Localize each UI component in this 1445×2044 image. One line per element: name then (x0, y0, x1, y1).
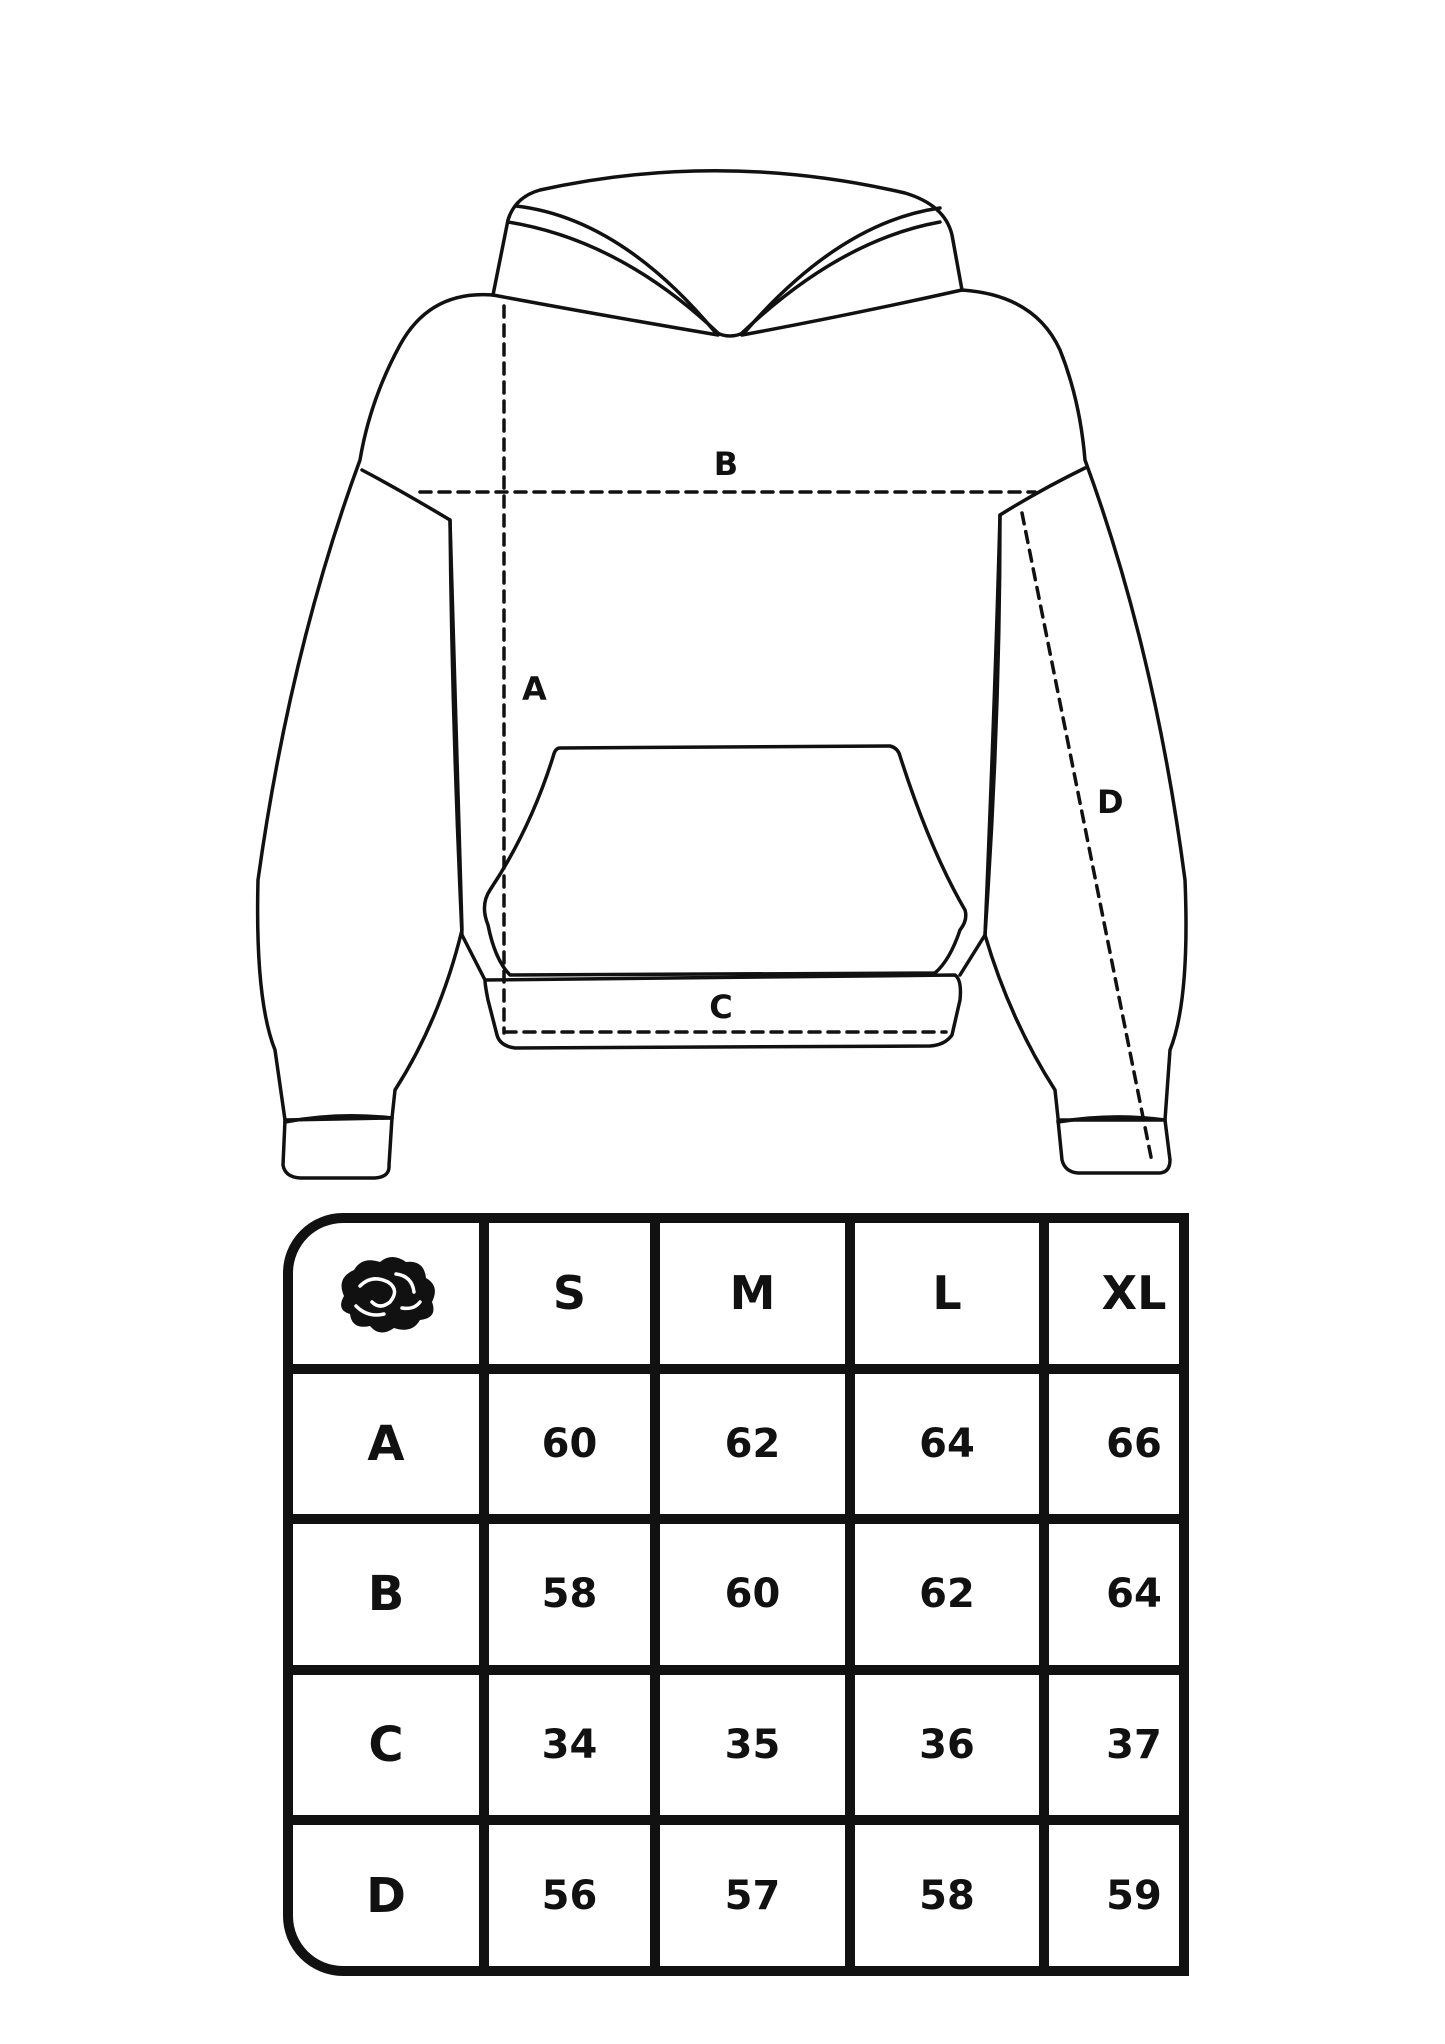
brand-logo-icon (326, 1248, 446, 1338)
table-cell: 58 (855, 1825, 1039, 1966)
column-header-xl: XL (1049, 1223, 1189, 1364)
dimension-label-a: A (522, 670, 547, 708)
row-header-a: A (293, 1374, 479, 1515)
table-corner-logo (293, 1223, 479, 1364)
dimension-label-c: C (709, 988, 733, 1026)
table-cell: 64 (1049, 1524, 1189, 1665)
left-sleeve-outline (258, 295, 493, 1120)
table-cell: 56 (489, 1825, 650, 1966)
column-header-s: S (489, 1223, 650, 1364)
table-cell: 62 (660, 1374, 845, 1515)
table-cell: 66 (1049, 1374, 1189, 1515)
hood-outline (493, 171, 962, 295)
size-chart-table (283, 1213, 1189, 1976)
body-right-side (960, 515, 1000, 975)
table-cell: 35 (660, 1675, 845, 1816)
table-cell: 60 (660, 1524, 845, 1665)
left-cuff (283, 1118, 392, 1178)
table-cell: 37 (1049, 1675, 1189, 1816)
hood-inner-trim (508, 222, 940, 333)
table-cell: 57 (660, 1825, 845, 1966)
kangaroo-pocket (484, 746, 965, 975)
right-cuff (1058, 1120, 1170, 1173)
table-cell: 34 (489, 1675, 650, 1816)
hood-back-edge (493, 290, 962, 335)
table-cell: 59 (1049, 1825, 1189, 1966)
column-header-m: M (660, 1223, 845, 1364)
row-header-d: D (293, 1825, 479, 1966)
row-header-c: C (293, 1675, 479, 1816)
table-cell: 36 (855, 1675, 1039, 1816)
table-cell: 62 (855, 1524, 1039, 1665)
left-sleeve-inner (362, 470, 462, 1118)
dimension-label-b: B (713, 445, 739, 483)
row-header-b: B (293, 1524, 479, 1665)
dimension-label-d: D (1097, 783, 1124, 821)
column-header-l: L (855, 1223, 1039, 1364)
table-cell: 58 (489, 1524, 650, 1665)
table-cell: 60 (489, 1374, 650, 1515)
body-left-side (450, 520, 485, 980)
hood-opening (516, 206, 940, 336)
table-cell: 64 (855, 1374, 1039, 1515)
